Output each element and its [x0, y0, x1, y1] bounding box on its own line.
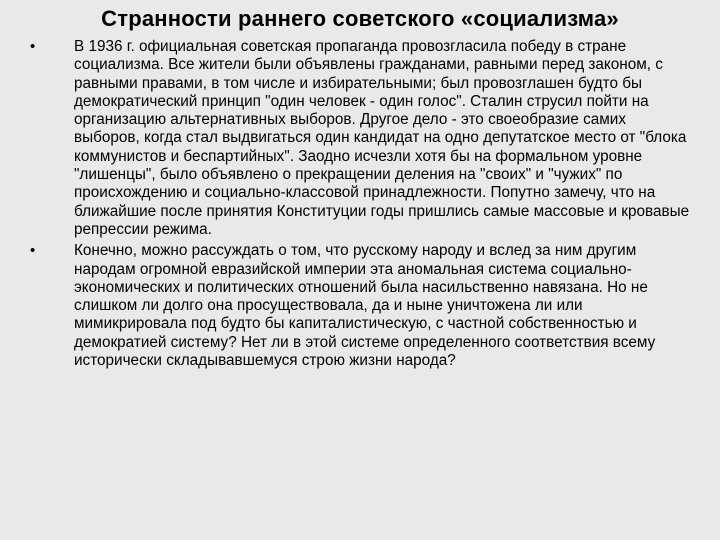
bullet-item — [30, 242, 690, 370]
bullet-icon: • — [30, 38, 36, 55]
slide-title: Странности раннего советского «социализма» — [101, 6, 619, 31]
bullet-icon: • — [30, 242, 36, 260]
bullet-text: Конечно, можно рассуждать о том, что русскому народу и вслед за ним другим народам огромной евразийской империи эта аномальная система социально-экономических и политических отношений была насильственно навязана. Но не слишком ли долго она просуществовала, да и ныне уничтожена ли или мимикрировала под будто бы капиталистическую, с частной собственностью и демократией систему? Нет ли в этой системе определенного соответствия всему исторически складывавшемуся строю жизни народа? — [74, 242, 656, 370]
bullet-list — [30, 38, 690, 373]
bullet-item — [30, 38, 690, 239]
bullet-text: В 1936 г. официальная советская пропаганда провозгласила победу в стране социализма. Все жители были объявлены гражданами, равными перед законом, с равными правами, в том числе и избирательными; был провозглашен будто бы демократический принцип "один человек - один голос". Сталин струсил пойти на организацию альтернативных выборов. Другое дело - это своеобразие самих выборов, когда стал выдвигаться один кандидат на одно депутатское место от "блока коммунистов и беспартийных". Заодно исчезли хотя бы на формальном уровне "лишенцы", было объявлено о прекращении деления на "своих" и "чужих" по происхождению и социально-классовой принадлежности. Попутно замечу, что на ближайшие после принятия Конституции годы пришлись самые массовые и кровавые репрессии режима. — [74, 38, 690, 238]
